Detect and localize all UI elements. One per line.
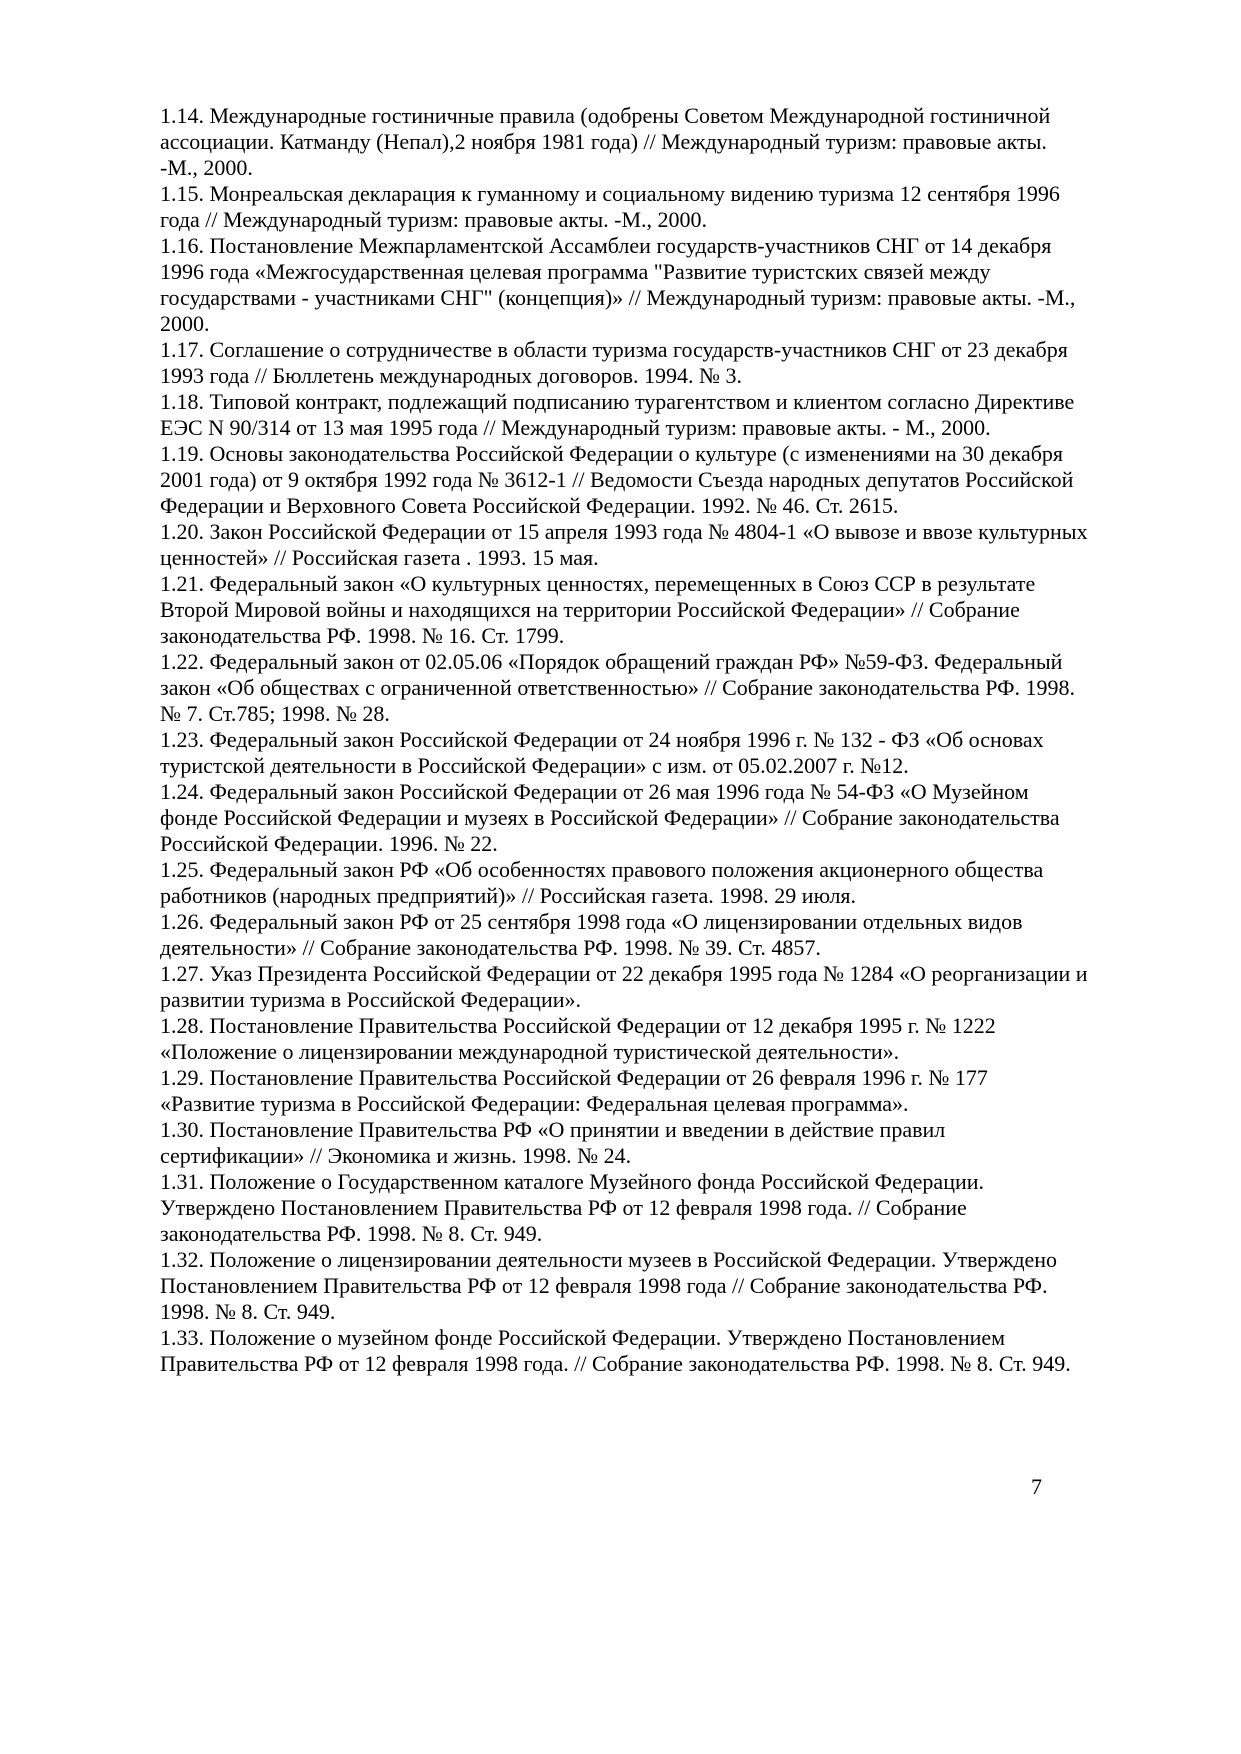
reference-entry: 1.31. Положение о Государственном каталоге Музейного фонда Российской Федерации. Утверждено Постановлением Правительства РФ от 12 февраля 1998 года. // Собрание законодательства РФ. 1998. № 8. Ст. 949. (160, 1169, 985, 1246)
reference-entry: 1.19. Основы законодательства Российской Федерации о культуре (с изменениями на 30 декабря 2001 года) от 9 октября 1992 года № 3612-1 // Ведомости Съезда народных депутатов Российской Федерации и Верховного Совета Российской Федерации. 1992. № 46. Ст. 2615. (160, 441, 1074, 518)
reference-entry: 1.23. Федеральный закон Российской Федерации от 24 ноября 1996 г. № 132 - ФЗ «Об основах туристской деятельности в Российской Федерации» с изм. от 05.02.2007 г. №12. (160, 727, 1044, 778)
reference-list (160, 103, 1088, 1377)
reference-entry: 1.15. Монреальская декларация к гуманному и социальному видению туризма 12 сентября 1996 года // Международный туризм: правовые акты. -М., 2000. (160, 181, 1060, 232)
page-number: 7 (1031, 1474, 1042, 1499)
reference-entry: 1.25. Федеральный закон РФ «Об особенностях правового положения акционерного общества работников (народных предприятий)» // Российская газета. 1998. 29 июля. (160, 857, 1044, 908)
reference-entry: 1.26. Федеральный закон РФ от 25 сентября 1998 года «О лицензировании отдельных видов деятельности» // Собрание законодательства РФ. 1998. № 39. Ст. 4857. (160, 909, 1023, 960)
reference-entry: 1.18. Типовой контракт, подлежащий подписанию турагентством и клиентом согласно Директиве ЕЭС N 90/314 от 13 мая 1995 года // Международный туризм: правовые акты. - М., 2000. (160, 389, 1075, 440)
reference-entry: 1.22. Федеральный закон от 02.05.06 «Порядок обращений граждан РФ» №59-ФЗ. Федеральный закон «Об обществах с ограниченной ответственностью» // Собрание законодательства РФ. 1998. № 7. Ст.785; 1998. № 28. (160, 649, 1075, 726)
reference-entry: 1.29. Постановление Правительства Российской Федерации от 26 февраля 1996 г. № 177 «Развитие туризма в Российской Федерации: Федеральная целевая программа». (160, 1065, 988, 1116)
reference-entry: 1.30. Постановление Правительства РФ «О принятии и введении в действие правил сертификации» // Экономика и жизнь. 1998. № 24. (160, 1117, 946, 1168)
reference-entry: 1.32. Положение о лицензировании деятельности музеев в Российской Федерации. Утверждено Постановлением Правительства РФ от 12 февраля 1998 года // Собрание законодательства РФ. 1998. № 8. Ст. 949. (160, 1247, 1058, 1324)
reference-entry: 1.16. Постановление Межпарламентской Ассамблеи государств-участников СНГ от 14 декабря 1996 года «Межгосударственная целевая программа "Развитие туристских связей между государствами - участниками СНГ" (концепция)» // Международный туризм: правовые акты. -М., 2000. (160, 233, 1076, 336)
reference-entry: 1.33. Положение о музейном фонде Российской Федерации. Утверждено Постановлением Правительства РФ от 12 февраля 1998 года. // Собрание законодательства РФ. 1998. № 8. Ст. 949. (160, 1325, 1071, 1376)
reference-entry: 1.17. Соглашение о сотрудничестве в области туризма государств-участников СНГ от 23 декабря 1993 года // Бюллетень международных договоров. 1994. № 3. (160, 337, 1068, 388)
reference-entry: 1.21. Федеральный закон «О культурных ценностях, перемещенных в Союз ССР в результате Второй Мировой войны и находящихся на территории Российской Федерации» // Собрание законодательства РФ. 1998. № 16. Ст. 1799. (160, 571, 1036, 648)
reference-entry: 1.24. Федеральный закон Российской Федерации от 26 мая 1996 года № 54-ФЗ «О Музейном фонде Российской Федерации и музеях в Российской Федерации» // Собрание законодательства Российской Федерации. 1996. № 22. (160, 779, 1060, 856)
reference-entry: 1.20. Закон Российской Федерации от 15 апреля 1993 года № 4804-1 «О вывозе и ввозе культурных ценностей» // Российская газета . 1993. 15 мая. (160, 519, 1088, 570)
reference-entry: 1.28. Постановление Правительства Российской Федерации от 12 декабря 1995 г. № 1222 «Положение о лицензировании международной туристической деятельности». (160, 1013, 996, 1064)
reference-entry: 1.27. Указ Президента Российской Федерации от 22 декабря 1995 года № 1284 «О реорганизации и развитии туризма в Российской Федерации». (160, 961, 1088, 1012)
reference-entry: 1.14. Международные гостиничные правила (одобрены Советом Международной гостиничной ассоциации. Катманду (Непал),2 ноября 1981 года) // Международный туризм: правовые акты. -М., 2000. (160, 103, 1051, 180)
